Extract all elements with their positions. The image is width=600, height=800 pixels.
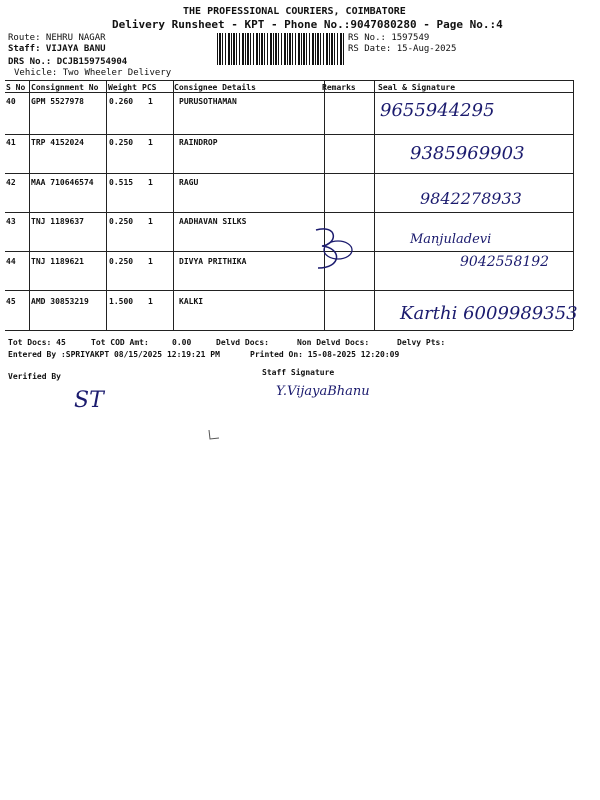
row-signature: Karthi 6009989353 bbox=[400, 303, 578, 324]
rs-number: RS No.: 1597549 bbox=[348, 33, 430, 43]
row-consignee: RAGU bbox=[179, 178, 199, 187]
route-label: Route: NEHRU NAGAR bbox=[8, 33, 106, 43]
barcode bbox=[217, 33, 345, 65]
stray-mark bbox=[205, 428, 225, 442]
non-delvd-docs: Non Delvd Docs: bbox=[297, 338, 370, 347]
delvd-docs: Delvd Docs: bbox=[216, 338, 269, 347]
col-pcs: PCS bbox=[142, 83, 157, 92]
row-consignee: PURUSOTHAMAN bbox=[179, 97, 237, 106]
remarks-scribble bbox=[308, 224, 358, 274]
row-consignment: TRP 4152024 bbox=[31, 138, 84, 147]
row-consignee: DIVYA PRITHIKA bbox=[179, 257, 247, 266]
col-remarks: Remarks bbox=[322, 83, 356, 92]
row-consignee: AADHAVAN SILKS bbox=[179, 217, 247, 226]
staff-signature-label: Staff Signature bbox=[262, 368, 335, 377]
row-pcs: 1 bbox=[148, 217, 153, 226]
row-consignee: KALKI bbox=[179, 297, 204, 306]
row-sno: 40 bbox=[6, 97, 16, 106]
row-weight: 0.515 bbox=[109, 178, 134, 187]
row-consignment: GPM 5527978 bbox=[31, 97, 84, 106]
drs-label: DRS No.: DCJB159754904 bbox=[8, 57, 128, 67]
row-sno: 45 bbox=[6, 297, 16, 306]
col-sno: S No bbox=[6, 83, 26, 92]
row-weight: 0.260 bbox=[109, 97, 134, 106]
staff-signature-hand: Y.VijayaBhanu bbox=[276, 384, 370, 399]
col-consignment: Consignment No bbox=[31, 83, 99, 92]
row-consignment: TNJ 1189637 bbox=[31, 217, 84, 226]
row-sno: 42 bbox=[6, 178, 16, 187]
tot-docs: Tot Docs: 45 bbox=[8, 338, 66, 347]
verified-by-signature: ST bbox=[74, 388, 104, 413]
row-signature: Manjuladevi bbox=[410, 232, 492, 247]
vehicle-label: Vehicle: Two Wheeler Delivery bbox=[14, 68, 172, 78]
row-weight: 0.250 bbox=[109, 257, 134, 266]
tot-cod-label: Tot COD Amt: bbox=[91, 338, 149, 347]
entered-by: Entered By :SPRIYAKPT 08/15/2025 12:19:21 PM bbox=[8, 350, 220, 359]
row-consignee: RAINDROP bbox=[179, 138, 218, 147]
tot-cod-value: 0.00 bbox=[172, 338, 192, 347]
row-weight: 0.250 bbox=[109, 217, 134, 226]
row-consignment: TNJ 1189621 bbox=[31, 257, 84, 266]
col-consignee: Consignee Details bbox=[174, 83, 256, 92]
row-consignment: AMD 30853219 bbox=[31, 297, 89, 306]
row-weight: 1.500 bbox=[109, 297, 134, 306]
staff-label: Staff: VIJAYA BANU bbox=[8, 44, 106, 54]
row-signature: 9655944295 bbox=[380, 100, 495, 121]
row-sno: 43 bbox=[6, 217, 16, 226]
delvy-pts: Delvy Pts: bbox=[397, 338, 446, 347]
row-pcs: 1 bbox=[148, 297, 153, 306]
row-weight: 0.250 bbox=[109, 138, 134, 147]
printed-on: Printed On: 15-08-2025 12:20:09 bbox=[250, 350, 400, 359]
col-seal-signature: Seal & Signature bbox=[378, 83, 456, 92]
row-pcs: 1 bbox=[148, 257, 153, 266]
company-title: THE PROFESSIONAL COURIERS, COIMBATORE bbox=[183, 6, 406, 17]
rs-date: RS Date: 15-Aug-2025 bbox=[348, 44, 457, 54]
row-pcs: 1 bbox=[148, 178, 153, 187]
row-pcs: 1 bbox=[148, 138, 153, 147]
row-sno: 41 bbox=[6, 138, 16, 147]
row-sno: 44 bbox=[6, 257, 16, 266]
row-signature: 9042558192 bbox=[460, 254, 550, 270]
col-weight: Weight bbox=[108, 83, 137, 92]
row-consignment: MAA 710646574 bbox=[31, 178, 94, 187]
verified-by-label: Verified By bbox=[8, 372, 61, 381]
row-signature: 9842278933 bbox=[420, 189, 522, 208]
row-signature: 9385969903 bbox=[410, 143, 525, 164]
row-pcs: 1 bbox=[148, 97, 153, 106]
runsheet-subtitle: Delivery Runsheet - KPT - Phone No.:9047080280 - Page No.:4 bbox=[112, 18, 503, 31]
